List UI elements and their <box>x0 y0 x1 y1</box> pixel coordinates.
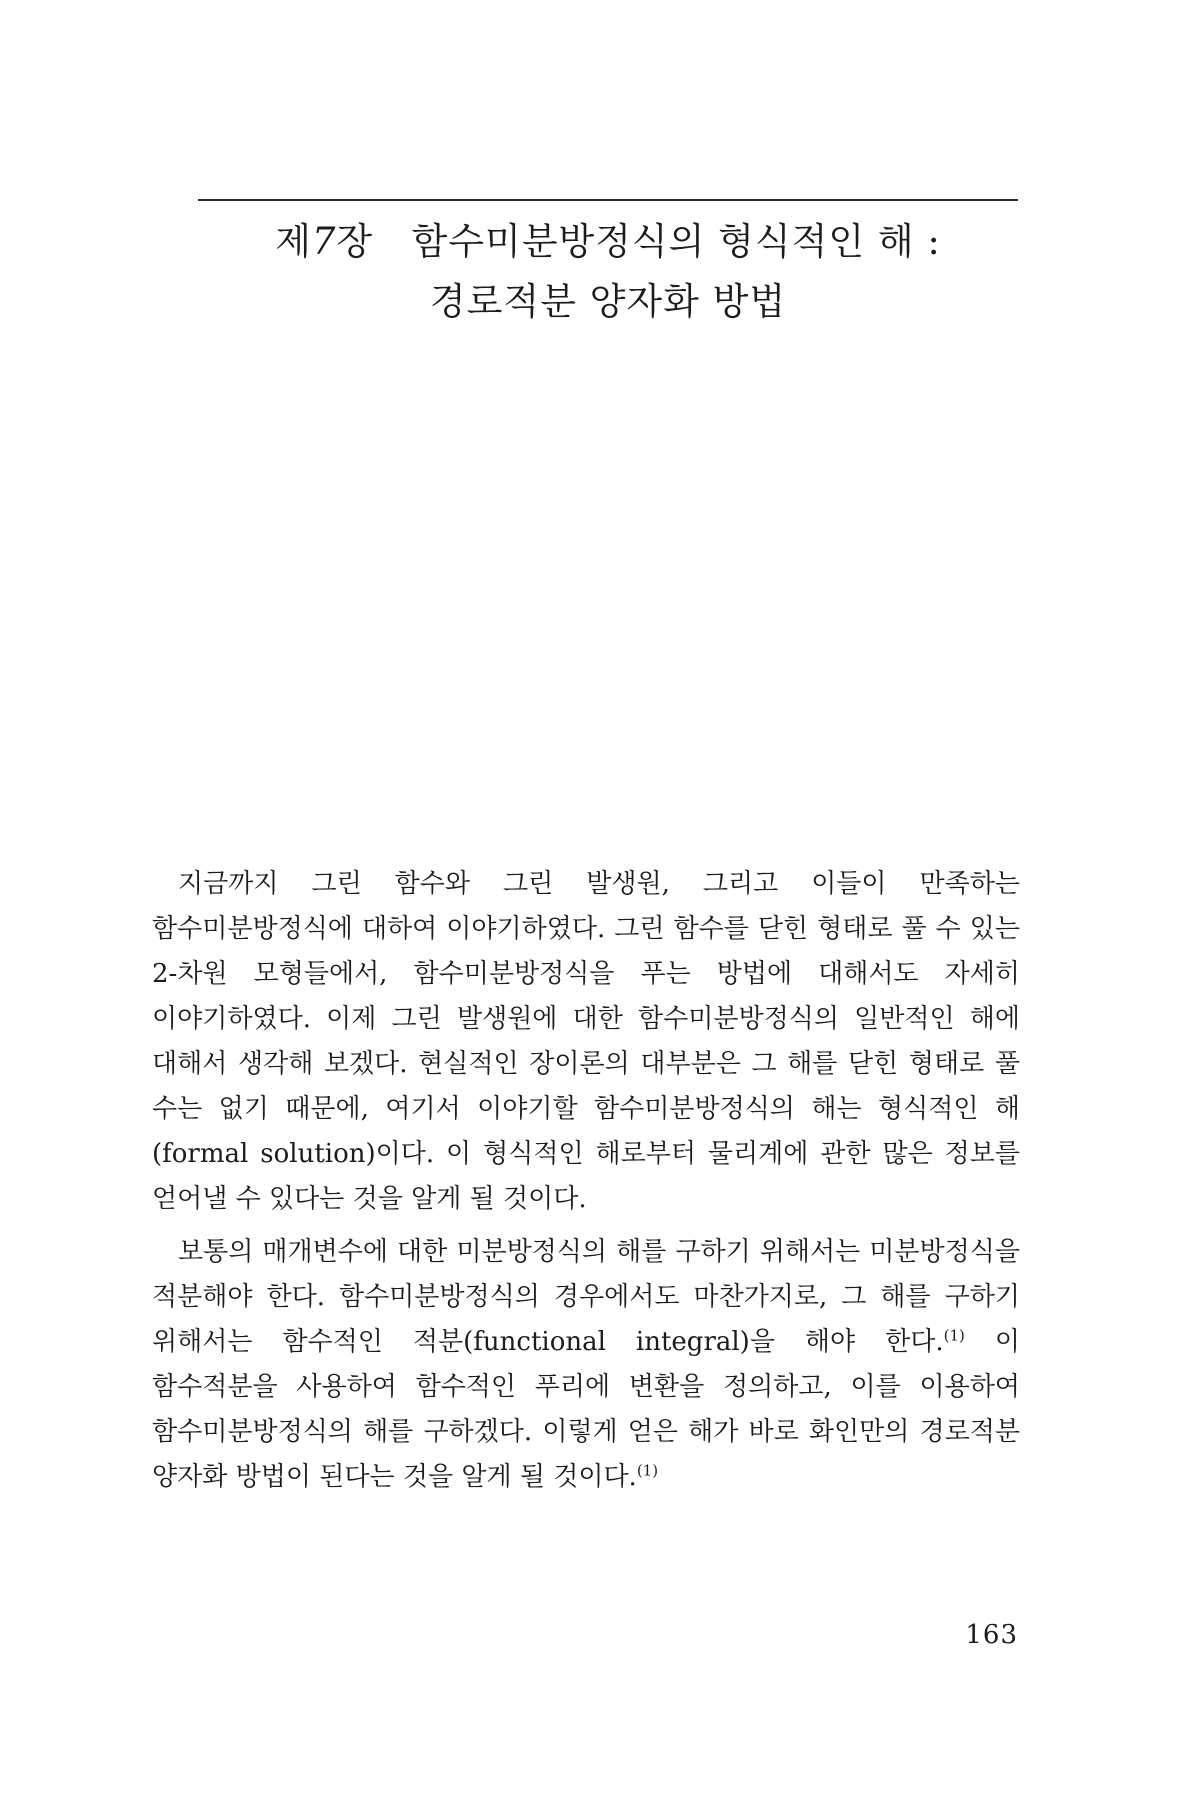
paragraph-2-text-b: 이 함수적분을 사용하여 함수적인 푸리에 변환을 정의하고, 이를 이용하여 함수미분방정식의 해를 구하겠다. 이렇게 얻은 해가 바로 화인만의 경로적분 양자화 방법이 된다는 것을 알게 될 것이다. <box>152 1327 1020 1492</box>
chapter-title-line-1 <box>198 212 1018 272</box>
chapter-title-main: 함수미분방정식의 형식적인 해 : <box>411 220 941 263</box>
page-number: 163 <box>965 1620 1018 1650</box>
chapter-label-prefix: 제 <box>275 220 312 263</box>
chapter-number: 7 <box>311 220 337 263</box>
chapter-title-block <box>198 212 1018 332</box>
footnote-marker-1: (1) <box>943 1326 965 1345</box>
chapter-label-suffix: 장 <box>336 220 374 263</box>
paragraph-2 <box>152 1230 1020 1500</box>
chapter-subtitle: 경로적분 양자화 방법 <box>429 280 787 323</box>
chapter-intro-text <box>152 862 1020 1500</box>
chapter-top-rule <box>198 199 1018 201</box>
footnote-marker-2: (1) <box>636 1461 659 1480</box>
paragraph-1-text: 지금까지 그린 함수와 그린 발생원, 그리고 이들이 만족하는 함수미분방정식에 대하여 이야기하였다. 그린 함수를 닫힌 형태로 풀 수 있는 2-차원 모형들에서, 함수미분방정식을 푸는 방법에 대해서도 자세히 이야기하였다. 이제 그린 발생원에 대한 함수미분방정식의 일반적인 해에 대해서 생각해 보겠다. 현실적인 장이론의 대부분은 그 해를 닫힌 형태로 풀 수는 없기 때문에, 여기서 이야기할 함수미분방정식의 해는 형식적인 해(formal solution)이다. 이 형식적인 해로부터 물리계에 관한 많은 정보를 얻어낼 수 있다는 것을 알게 될 것이다. <box>152 869 1020 1214</box>
paragraph-2-text-a: 보통의 매개변수에 대한 미분방정식의 해를 구하기 위해서는 미분방정식을 적분해야 한다. 함수미분방정식의 경우에서도 마찬가지로, 그 해를 구하기 위해서는 함수적인 적분(functional integral)을 해야 한다. <box>152 1237 1020 1357</box>
paragraph-1 <box>152 862 1020 1222</box>
